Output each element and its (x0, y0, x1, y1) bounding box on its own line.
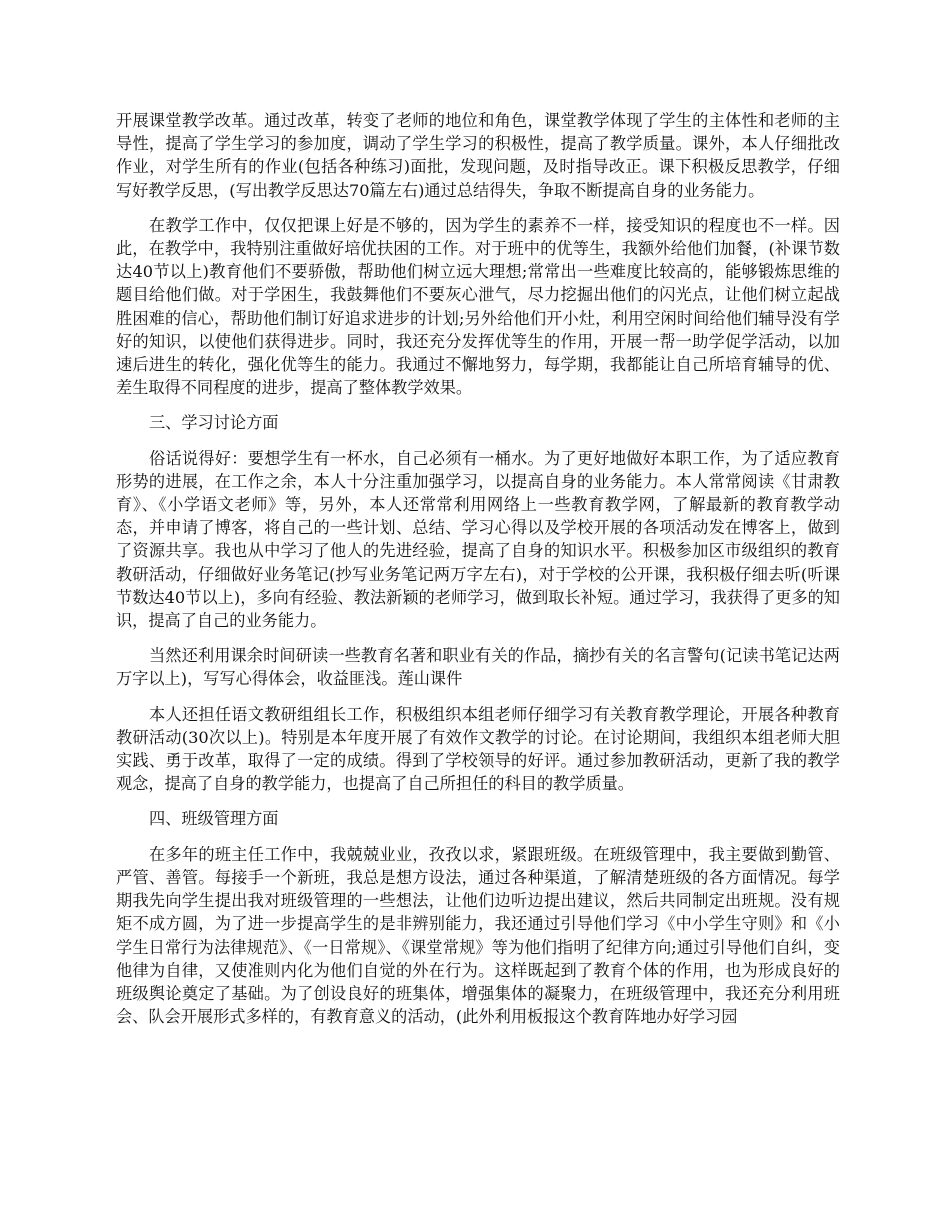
document-body (116, 109, 840, 1040)
section-heading-study: 三、学习讨论方面 (149, 413, 279, 433)
section-heading-class-management: 四、班级管理方面 (149, 809, 279, 829)
paragraph-self-study: 俗话说得好：要想学生有一杯水，自己必须有一桶水。为了更好地做好本职工作，为了适应教育形势的进展，在工作之余，本人十分注重加强学习，以提高自身的业务能力。本人常常阅读《甘肃教育》、《小学语文老师》等，另外，本人还常常利用网络上一些教育教学网，了解最新的教育教学动态，并申请了博客，将自己的一些计划、总结、学习心得以及学校开展的各项活动发在博客上，做到了资源共享。我也从中学习了他人的先进经验，提高了自身的知识水平。积极参加区市级组织的教育教研活动，仔细做好业务笔记(抄写业务笔记两万字左右)，对于学校的公开课，我积极仔细去听(听课节数达40节以上)，多向有经验、教法新颖的老师学习，做到取长补短。通过学习，我获得了更多的知识，提高了自己的业务能力。 (116, 448, 840, 631)
paragraph-reading: 当然还利用课余时间研读一些教育名著和职业有关的作品，摘抄有关的名言警句(记读书笔记达两万字以上)，写写心得体会，收益匪浅。莲山课件 (116, 646, 840, 689)
paragraph-research-group: 本人还担任语文教研组组长工作，积极组织本组老师仔细学习有关教育教学理论，开展各种教育教研活动(30次以上)。特别是本年度开展了有效作文教学的讨论。在讨论期间，我组织本组老师大胆实践、勇于改革，取得了一定的成绩。得到了学校领导的好评。通过参加教研活动，更新了我的教学观念，提高了自身的教学能力，也提高了自己所担任的科目的教学质量。 (116, 704, 840, 794)
paragraph-differentiated-teaching: 在教学工作中，仅仅把课上好是不够的，因为学生的素养不一样，接受知识的程度也不一样。因此，在教学中，我特别注重做好培优扶困的工作。对于班中的优等生，我额外给他们加餐，(补课节数达40节以上)教育他们不要骄傲，帮助他们树立远大理想;常常出一些难度比较高的，能够锻炼思维的题目给他们做。对于学困生，我鼓舞他们不要灰心泄气，尽力挖掘出他们的闪光点，让他们树立起战胜困难的信心，帮助他们制订好追求进步的计划;另外给他们开小灶，利用空闲时间给他们辅导没有学好的知识，以使他们获得进步。同时，我还充分发挥优等生的作用，开展一帮一助学促学活动，以加速后进生的转化，强化优等生的能力。我通过不懈地努力，每学期，我都能让自己所培育辅导的优、差生取得不同程度的进步，提高了整体教学效果。 (116, 215, 840, 398)
paragraph-class-management: 在多年的班主任工作中，我兢兢业业，孜孜以求，紧跟班级。在班级管理中，我主要做到勤管、严管、善管。每接手一个新班，我总是想方设法，通过各种渠道，了解清楚班级的各方面情况。每学期我先向学生提出我对班级管理的一些想法，让他们边听边提出建议，然后共同制定出班规。没有规矩不成方圆，为了进一步提高学生的是非辨别能力，我还通过引导他们学习《中小学生守则》和《小学生日常行为法律规范》、《一日常规》、《课堂常规》等为他们指明了纪律方向;通过引导他们自纠，变他律为自律，又使准则内化为他们自觉的外在行为。这样既起到了教育个体的作用，也为形成良好的班级舆论奠定了基础。为了创设良好的班集体，增强集体的凝聚力，在班级管理中，我还充分利用班会、队会开展形式多样的，有教育意义的活动，(此外利用板报这个教育阵地办好学习园 (116, 844, 840, 1027)
paragraph-teaching-reform: 开展课堂教学改革。通过改革，转变了老师的地位和角色，课堂教学体现了学生的主体性和老师的主导性，提高了学生学习的参加度，调动了学生学习的积极性，提高了教学质量。课外，本人仔细批改作业，对学生所有的作业(包括各种练习)面批，发现问题，及时指导改正。课下积极反思教学，仔细写好教学反思，(写出教学反思达70篇左右)通过总结得失，争取不断提高自身的业务能力。 (116, 111, 840, 200)
